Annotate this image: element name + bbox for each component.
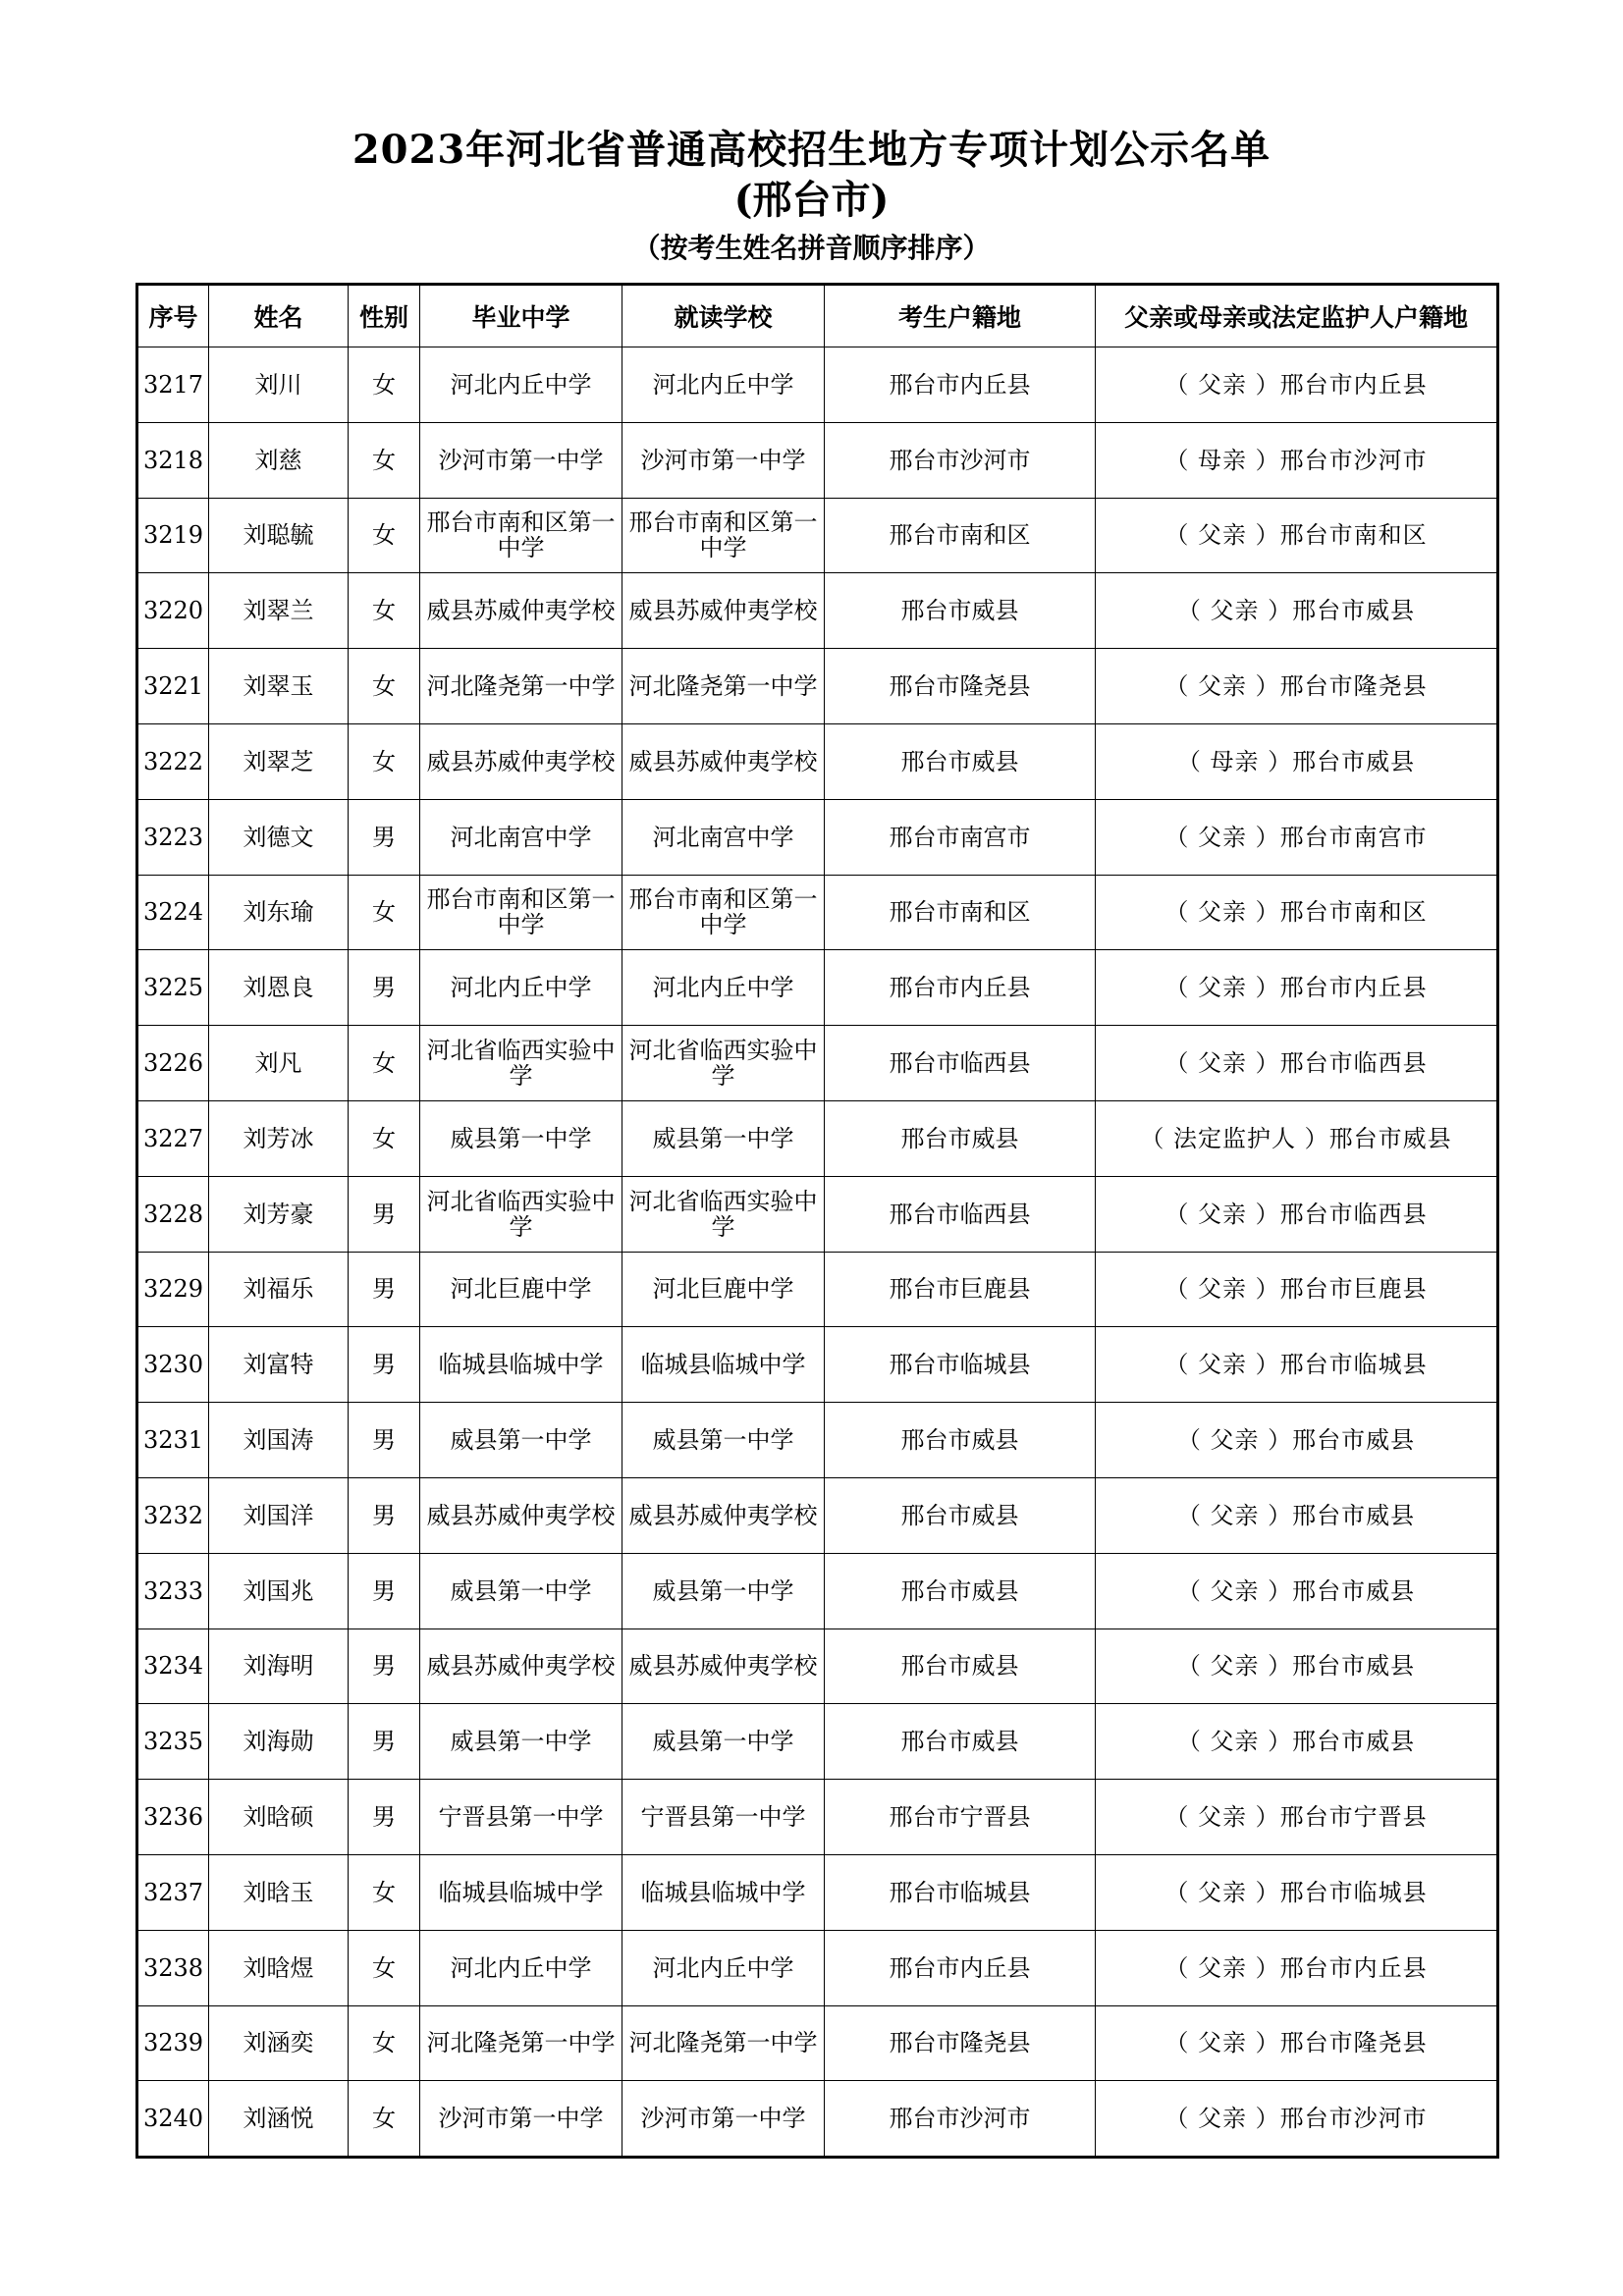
- cell-current-school: 威县第一中学: [622, 1553, 825, 1629]
- cell-gender: 男: [349, 1477, 420, 1553]
- cell-hukou: 邢台市临城县: [825, 1327, 1096, 1403]
- cell-hukou: 邢台市威县: [825, 1629, 1096, 1704]
- cell-guardian-hukou: （ 父亲 ）邢台市内丘县: [1096, 1930, 1498, 2005]
- col-header-grad-school: 毕业中学: [420, 285, 622, 347]
- table-header: [137, 285, 1498, 347]
- table-row: [137, 1252, 1498, 1327]
- cell-name: 刘川: [209, 347, 349, 423]
- cell-current-school: 河北隆尧第一中学: [622, 2005, 825, 2081]
- cell-hukou: 邢台市临西县: [825, 1176, 1096, 1252]
- cell-grad-school: 临城县临城中学: [420, 1327, 622, 1403]
- cell-hukou: 邢台市南宫市: [825, 799, 1096, 875]
- table-row: [137, 2005, 1498, 2081]
- cell-gender: 男: [349, 1176, 420, 1252]
- cell-grad-school: 邢台市南和区第一中学: [420, 498, 622, 573]
- table-row: [137, 1553, 1498, 1629]
- cell-name: 刘芳豪: [209, 1176, 349, 1252]
- cell-name: 刘福乐: [209, 1252, 349, 1327]
- cell-seq: 3237: [137, 1854, 209, 1930]
- table-row: [137, 498, 1498, 573]
- cell-hukou: 邢台市威县: [825, 1704, 1096, 1780]
- cell-grad-school: 河北南宫中学: [420, 799, 622, 875]
- cell-guardian-hukou: （ 父亲 ）邢台市南宫市: [1096, 799, 1498, 875]
- table-row: [137, 875, 1498, 950]
- cell-seq: 3228: [137, 1176, 209, 1252]
- cell-seq: 3239: [137, 2005, 209, 2081]
- cell-current-school: 临城县临城中学: [622, 1854, 825, 1930]
- cell-guardian-hukou: （ 父亲 ）邢台市巨鹿县: [1096, 1252, 1498, 1327]
- cell-seq: 3223: [137, 799, 209, 875]
- cell-grad-school: 河北隆尧第一中学: [420, 2005, 622, 2081]
- cell-seq: 3232: [137, 1477, 209, 1553]
- cell-guardian-hukou: （ 父亲 ）邢台市威县: [1096, 573, 1498, 649]
- cell-name: 刘晗玉: [209, 1854, 349, 1930]
- table-row: [137, 1629, 1498, 1704]
- table-row: [137, 950, 1498, 1026]
- cell-grad-school: 临城县临城中学: [420, 1854, 622, 1930]
- cell-current-school: 威县第一中学: [622, 1100, 825, 1176]
- cell-grad-school: 宁晋县第一中学: [420, 1780, 622, 1855]
- cell-guardian-hukou: （ 父亲 ）邢台市沙河市: [1096, 2081, 1498, 2158]
- cell-name: 刘凡: [209, 1026, 349, 1101]
- cell-current-school: 临城县临城中学: [622, 1327, 825, 1403]
- cell-current-school: 河北内丘中学: [622, 347, 825, 423]
- table-row: [137, 573, 1498, 649]
- cell-grad-school: 威县苏威仲夷学校: [420, 1629, 622, 1704]
- cell-current-school: 沙河市第一中学: [622, 2081, 825, 2158]
- cell-guardian-hukou: （ 法定监护人 ）邢台市威县: [1096, 1100, 1498, 1176]
- cell-name: 刘翠玉: [209, 649, 349, 724]
- cell-hukou: 邢台市威县: [825, 573, 1096, 649]
- cell-seq: 3236: [137, 1780, 209, 1855]
- cell-guardian-hukou: （ 父亲 ）邢台市南和区: [1096, 875, 1498, 950]
- table-row: [137, 1854, 1498, 1930]
- table-row: [137, 723, 1498, 799]
- cell-gender: 男: [349, 1704, 420, 1780]
- table-row: [137, 347, 1498, 423]
- cell-guardian-hukou: （ 父亲 ）邢台市隆尧县: [1096, 649, 1498, 724]
- cell-guardian-hukou: （ 父亲 ）邢台市临西县: [1096, 1176, 1498, 1252]
- cell-name: 刘涵奕: [209, 2005, 349, 2081]
- cell-hukou: 邢台市威县: [825, 1553, 1096, 1629]
- cell-hukou: 邢台市南和区: [825, 498, 1096, 573]
- cell-guardian-hukou: （ 母亲 ）邢台市威县: [1096, 723, 1498, 799]
- cell-guardian-hukou: （ 父亲 ）邢台市威县: [1096, 1403, 1498, 1478]
- cell-guardian-hukou: （ 父亲 ）邢台市隆尧县: [1096, 2005, 1498, 2081]
- cell-gender: 男: [349, 799, 420, 875]
- cell-name: 刘翠芝: [209, 723, 349, 799]
- cell-name: 刘国涛: [209, 1403, 349, 1478]
- roster-table: [135, 283, 1499, 2159]
- cell-guardian-hukou: （ 父亲 ）邢台市南和区: [1096, 498, 1498, 573]
- cell-name: 刘恩良: [209, 950, 349, 1026]
- table-row: [137, 1477, 1498, 1553]
- table-row: [137, 649, 1498, 724]
- cell-hukou: 邢台市威县: [825, 723, 1096, 799]
- cell-name: 刘翠兰: [209, 573, 349, 649]
- cell-guardian-hukou: （ 父亲 ）邢台市临西县: [1096, 1026, 1498, 1101]
- cell-hukou: 邢台市沙河市: [825, 2081, 1096, 2158]
- cell-seq: 3231: [137, 1403, 209, 1478]
- cell-current-school: 河北内丘中学: [622, 950, 825, 1026]
- cell-current-school: 威县第一中学: [622, 1403, 825, 1478]
- cell-name: 刘国兆: [209, 1553, 349, 1629]
- cell-gender: 女: [349, 649, 420, 724]
- cell-grad-school: 沙河市第一中学: [420, 422, 622, 498]
- table-row: [137, 422, 1498, 498]
- cell-guardian-hukou: （ 父亲 ）邢台市威县: [1096, 1629, 1498, 1704]
- cell-gender: 女: [349, 1100, 420, 1176]
- cell-grad-school: 河北隆尧第一中学: [420, 649, 622, 724]
- table-row: [137, 1327, 1498, 1403]
- cell-current-school: 邢台市南和区第一中学: [622, 875, 825, 950]
- cell-gender: 女: [349, 1026, 420, 1101]
- col-header-hukou: 考生户籍地: [825, 285, 1096, 347]
- cell-name: 刘涵悦: [209, 2081, 349, 2158]
- cell-gender: 女: [349, 1854, 420, 1930]
- cell-hukou: 邢台市宁晋县: [825, 1780, 1096, 1855]
- cell-current-school: 沙河市第一中学: [622, 422, 825, 498]
- cell-gender: 女: [349, 2081, 420, 2158]
- cell-current-school: 邢台市南和区第一中学: [622, 498, 825, 573]
- cell-gender: 女: [349, 498, 420, 573]
- cell-current-school: 河北南宫中学: [622, 799, 825, 875]
- cell-seq: 3219: [137, 498, 209, 573]
- cell-current-school: 河北省临西实验中学: [622, 1176, 825, 1252]
- cell-guardian-hukou: （ 父亲 ）邢台市威县: [1096, 1477, 1498, 1553]
- header-row: [137, 285, 1498, 347]
- cell-gender: 男: [349, 1780, 420, 1855]
- table-row: [137, 1930, 1498, 2005]
- document-subtitle: (邢台市): [733, 177, 890, 223]
- cell-gender: 女: [349, 573, 420, 649]
- cell-name: 刘芳冰: [209, 1100, 349, 1176]
- cell-hukou: 邢台市威县: [825, 1100, 1096, 1176]
- cell-seq: 3222: [137, 723, 209, 799]
- cell-name: 刘国洋: [209, 1477, 349, 1553]
- cell-guardian-hukou: （ 父亲 ）邢台市威县: [1096, 1704, 1498, 1780]
- cell-current-school: 威县苏威仲夷学校: [622, 723, 825, 799]
- col-header-gender: 性别: [349, 285, 420, 347]
- table-row: [137, 1100, 1498, 1176]
- table-row: [137, 1176, 1498, 1252]
- cell-current-school: 河北内丘中学: [622, 1930, 825, 2005]
- cell-gender: 女: [349, 723, 420, 799]
- cell-guardian-hukou: （ 母亲 ）邢台市沙河市: [1096, 422, 1498, 498]
- cell-gender: 男: [349, 1403, 420, 1478]
- cell-name: 刘东瑜: [209, 875, 349, 950]
- cell-current-school: 宁晋县第一中学: [622, 1780, 825, 1855]
- cell-grad-school: 河北内丘中学: [420, 1930, 622, 2005]
- cell-name: 刘富特: [209, 1327, 349, 1403]
- cell-hukou: 邢台市临城县: [825, 1854, 1096, 1930]
- cell-name: 刘聪毓: [209, 498, 349, 573]
- cell-grad-school: 河北内丘中学: [420, 950, 622, 1026]
- cell-guardian-hukou: （ 父亲 ）邢台市临城县: [1096, 1327, 1498, 1403]
- cell-grad-school: 河北内丘中学: [420, 347, 622, 423]
- cell-hukou: 邢台市威县: [825, 1477, 1096, 1553]
- cell-hukou: 邢台市内丘县: [825, 950, 1096, 1026]
- cell-hukou: 邢台市威县: [825, 1403, 1096, 1478]
- cell-seq: 3230: [137, 1327, 209, 1403]
- cell-hukou: 邢台市临西县: [825, 1026, 1096, 1101]
- cell-gender: 女: [349, 875, 420, 950]
- cell-seq: 3227: [137, 1100, 209, 1176]
- cell-current-school: 威县第一中学: [622, 1704, 825, 1780]
- cell-grad-school: 河北省临西实验中学: [420, 1026, 622, 1101]
- cell-hukou: 邢台市巨鹿县: [825, 1252, 1096, 1327]
- document-title: 2023年河北省普通高校招生地方专项计划公示名单: [352, 127, 1271, 173]
- cell-current-school: 威县苏威仲夷学校: [622, 1477, 825, 1553]
- cell-grad-school: 威县苏威仲夷学校: [420, 723, 622, 799]
- cell-seq: 3225: [137, 950, 209, 1026]
- cell-name: 刘晗煜: [209, 1930, 349, 2005]
- cell-name: 刘慈: [209, 422, 349, 498]
- cell-seq: 3226: [137, 1026, 209, 1101]
- cell-gender: 女: [349, 422, 420, 498]
- cell-hukou: 邢台市南和区: [825, 875, 1096, 950]
- cell-seq: 3234: [137, 1629, 209, 1704]
- cell-guardian-hukou: （ 父亲 ）邢台市宁晋县: [1096, 1780, 1498, 1855]
- cell-gender: 女: [349, 347, 420, 423]
- cell-gender: 男: [349, 1252, 420, 1327]
- cell-seq: 3221: [137, 649, 209, 724]
- cell-grad-school: 威县第一中学: [420, 1553, 622, 1629]
- col-header-seq: 序号: [137, 285, 209, 347]
- table-row: [137, 2081, 1498, 2158]
- cell-name: 刘海勋: [209, 1704, 349, 1780]
- table-row: [137, 1403, 1498, 1478]
- cell-grad-school: 邢台市南和区第一中学: [420, 875, 622, 950]
- cell-gender: 男: [349, 1629, 420, 1704]
- cell-seq: 3238: [137, 1930, 209, 2005]
- cell-grad-school: 威县第一中学: [420, 1704, 622, 1780]
- sort-note: （按考生姓名拼音顺序排序）: [632, 232, 991, 264]
- table-row: [137, 799, 1498, 875]
- cell-guardian-hukou: （ 父亲 ）邢台市威县: [1096, 1553, 1498, 1629]
- cell-seq: 3233: [137, 1553, 209, 1629]
- cell-gender: 女: [349, 2005, 420, 2081]
- cell-current-school: 河北省临西实验中学: [622, 1026, 825, 1101]
- cell-gender: 女: [349, 1930, 420, 2005]
- cell-current-school: 河北巨鹿中学: [622, 1252, 825, 1327]
- cell-current-school: 河北隆尧第一中学: [622, 649, 825, 724]
- cell-seq: 3217: [137, 347, 209, 423]
- cell-grad-school: 河北省临西实验中学: [420, 1176, 622, 1252]
- cell-grad-school: 威县第一中学: [420, 1403, 622, 1478]
- cell-hukou: 邢台市隆尧县: [825, 649, 1096, 724]
- table-row: [137, 1704, 1498, 1780]
- cell-grad-school: 河北巨鹿中学: [420, 1252, 622, 1327]
- cell-name: 刘德文: [209, 799, 349, 875]
- cell-seq: 3235: [137, 1704, 209, 1780]
- cell-current-school: 威县苏威仲夷学校: [622, 1629, 825, 1704]
- cell-gender: 男: [349, 1553, 420, 1629]
- cell-current-school: 威县苏威仲夷学校: [622, 573, 825, 649]
- cell-hukou: 邢台市沙河市: [825, 422, 1096, 498]
- cell-hukou: 邢台市内丘县: [825, 1930, 1096, 2005]
- col-header-current-school: 就读学校: [622, 285, 825, 347]
- table-row: [137, 1780, 1498, 1855]
- cell-hukou: 邢台市隆尧县: [825, 2005, 1096, 2081]
- cell-grad-school: 沙河市第一中学: [420, 2081, 622, 2158]
- table-row: [137, 1026, 1498, 1101]
- cell-name: 刘晗硕: [209, 1780, 349, 1855]
- cell-grad-school: 威县苏威仲夷学校: [420, 1477, 622, 1553]
- table-body: [137, 347, 1498, 2158]
- cell-seq: 3224: [137, 875, 209, 950]
- cell-gender: 男: [349, 1327, 420, 1403]
- cell-seq: 3229: [137, 1252, 209, 1327]
- cell-name: 刘海明: [209, 1629, 349, 1704]
- cell-guardian-hukou: （ 父亲 ）邢台市内丘县: [1096, 347, 1498, 423]
- cell-grad-school: 威县苏威仲夷学校: [420, 573, 622, 649]
- cell-grad-school: 威县第一中学: [420, 1100, 622, 1176]
- col-header-name: 姓名: [209, 285, 349, 347]
- col-header-guardian-hukou: 父亲或母亲或法定监护人户籍地: [1096, 285, 1498, 347]
- cell-seq: 3220: [137, 573, 209, 649]
- cell-seq: 3240: [137, 2081, 209, 2158]
- cell-seq: 3218: [137, 422, 209, 498]
- cell-guardian-hukou: （ 父亲 ）邢台市内丘县: [1096, 950, 1498, 1026]
- cell-hukou: 邢台市内丘县: [825, 347, 1096, 423]
- cell-gender: 男: [349, 950, 420, 1026]
- cell-guardian-hukou: （ 父亲 ）邢台市临城县: [1096, 1854, 1498, 1930]
